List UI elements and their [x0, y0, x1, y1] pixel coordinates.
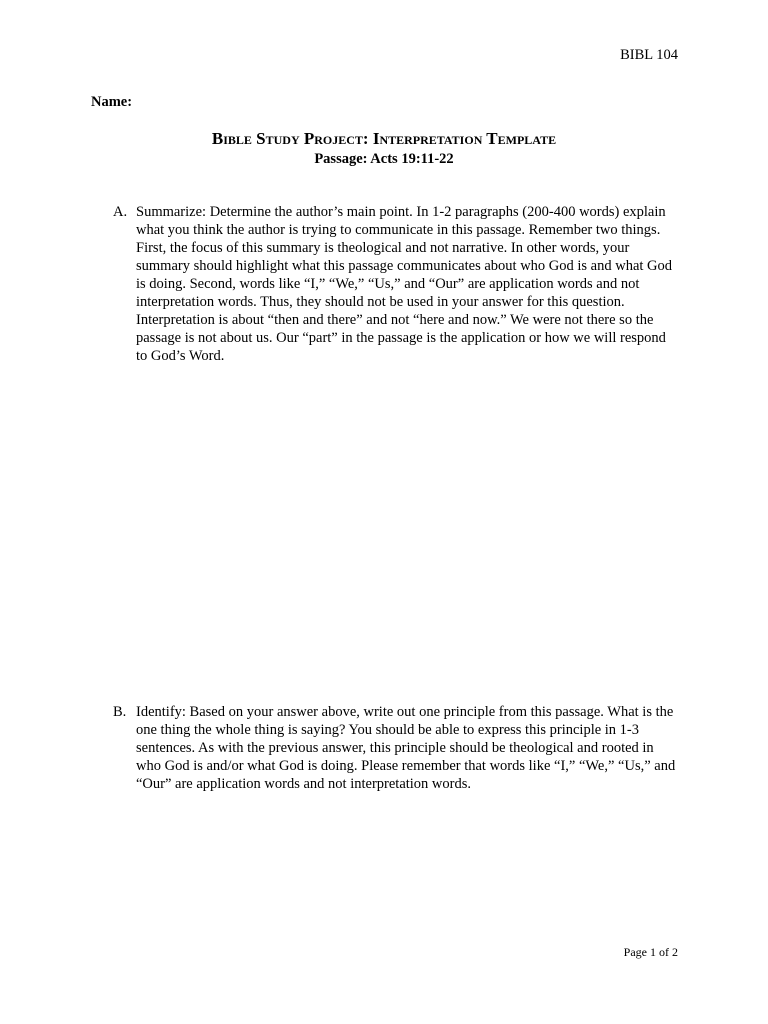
- question-a-text: Summarize: Determine the author’s main point. In 1-2 paragraphs (200-400 words) explain what you think the author is trying to communicate in this passage. Remember two things. First, the focus of this summary is theological and not narrative. In other words, your summary should highlight what this passage communicates about who God is and what God is doing. Second, words like “I,” “We,” “Us,” and “Our” are application words and not interpretation words. Thus, they should not be used in your answer for this question. Interpretation is about “then and there” and not “here and now.” We were not there so the passage is not about us. Our “part” in the passage is the application or how we will respond to God’s Word.: [136, 204, 673, 364]
- document-title: Bible Study Project: Interpretation Template: [211, 129, 557, 148]
- page-number: Page 1 of 2: [623, 945, 678, 959]
- question-b: [113, 703, 678, 793]
- question-b-marker: B.: [113, 704, 127, 720]
- question-a-marker: A.: [113, 204, 128, 220]
- course-code: BIBL 104: [620, 47, 678, 63]
- passage-reference: Passage: Acts 19:11-22: [314, 151, 454, 167]
- title-block: [0, 128, 768, 168]
- name-label: Name:: [91, 94, 133, 110]
- question-b-text: Identify: Based on your answer above, write out one principle from this passage. What is the one thing the whole thing is saying? You should be able to express this principle in 1-3 sentences. As with the previous answer, this principle should be theological and rooted in who God is and/or what God is doing. Please remember that words like “I,” “We,” “Us,” and “Our” are application words and not interpretation words.: [136, 704, 676, 792]
- question-a: [113, 203, 678, 365]
